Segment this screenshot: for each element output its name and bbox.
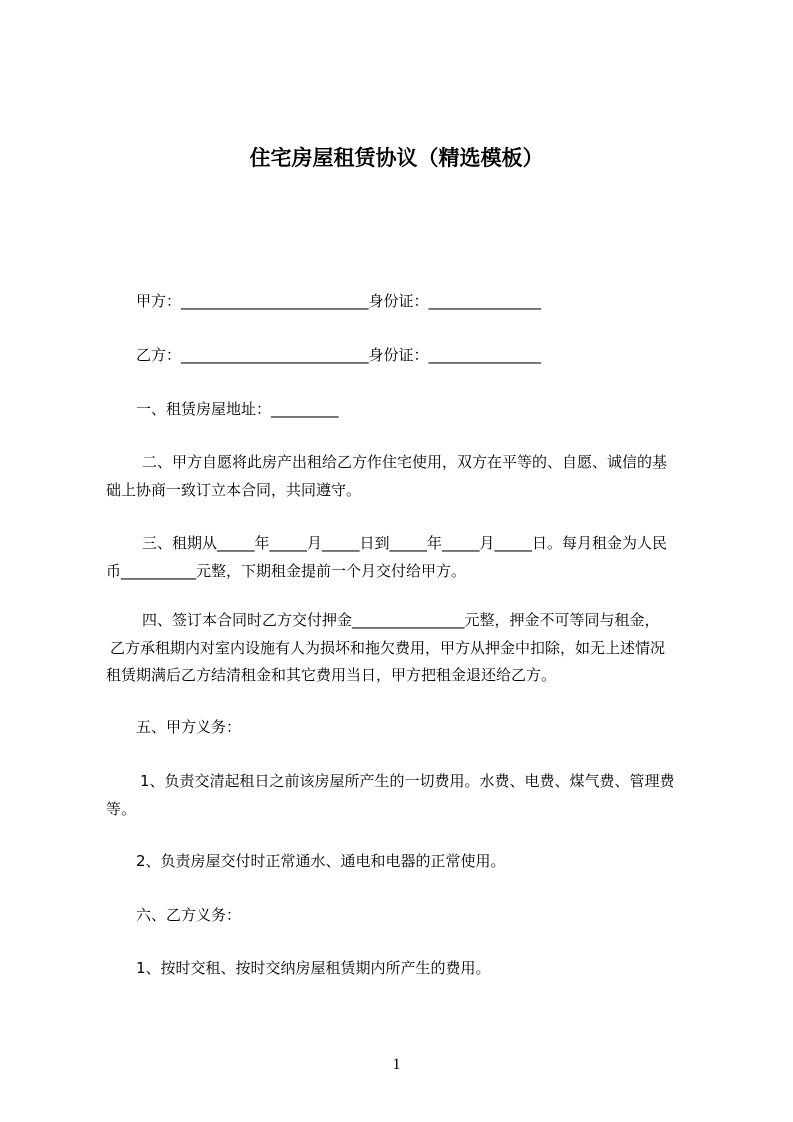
clause-6-item-1: 1、按时交租、按时交纳房屋租赁期内所产生的费用。: [136, 959, 491, 977]
party-b-line: 乙方：_________________________身份证：_______________: [136, 346, 542, 364]
page-number: 1: [392, 1056, 401, 1073]
clause-5-heading: 五、甲方义务：: [136, 718, 242, 736]
clause-4-line-2: 乙方承租期内对室内设施有人为损坏和拖欠费用，甲方从押金中扣除，如无上述情况: [110, 639, 666, 657]
document-title: 住宅房屋租赁协议（精选模板）: [249, 146, 544, 170]
clause-6-heading: 六、乙方义务：: [136, 906, 242, 924]
clause-3-line-2: 币__________元整，下期租金提前一个月交付给甲方。: [106, 562, 467, 580]
clause-5-item-1-line-2: 等。: [106, 800, 137, 818]
clause-5-item-2: 2、负责房屋交付时正常通水、通电和电器的正常使用。: [136, 852, 506, 870]
clause-2-line-1: 二、甲方自愿将此房产出租给乙方作住宅使用，双方在平等的、自愿、诚信的基: [142, 453, 668, 471]
clause-4-line-3: 租赁期满后乙方结清租金和其它费用当日，甲方把租金退还给乙方。: [106, 666, 557, 684]
party-a-line: 甲方：_________________________身份证：_______________: [136, 292, 542, 310]
clause-5-item-1-line-1: 1、负责交清起租日之前该房屋所产生的一切费用。水费、电费、煤气费、管理费: [140, 772, 675, 790]
clause-1-address: 一、租赁房屋地址：_________: [136, 400, 339, 418]
clause-3-line-1: 三、租期从_____年_____月_____日到_____年_____月_____日。每月租金为人民: [142, 534, 668, 552]
clause-2-line-2: 础上协商一致订立本合同，共同遵守。: [106, 481, 362, 499]
clause-4-line-1: 四、签订本合同时乙方交付押金_______________元整，押金不可等同与租金，: [142, 611, 660, 629]
